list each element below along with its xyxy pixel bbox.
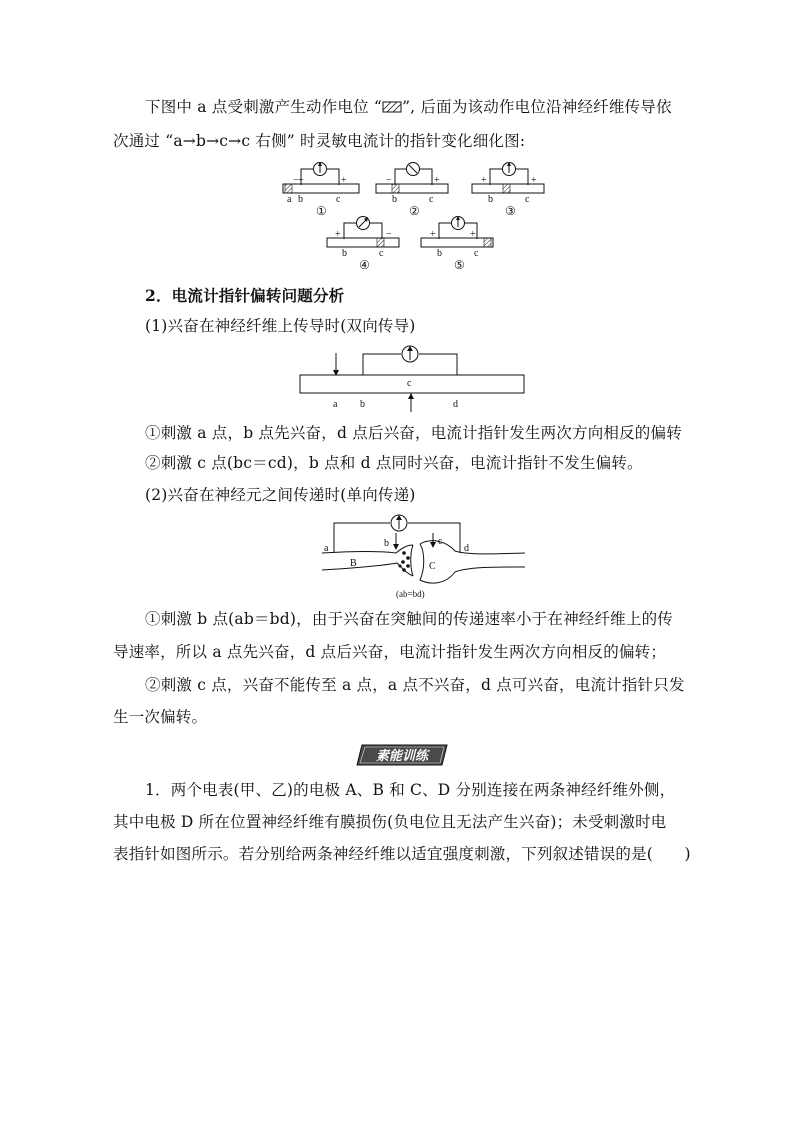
vesicle-icon (406, 564, 410, 568)
fig2-label-c: c (407, 378, 412, 389)
vesicle-icon (399, 565, 402, 568)
fig3-label-d: d (464, 543, 469, 554)
panel-1-plus-label: + (298, 175, 304, 186)
fig2-label-a: a (333, 399, 338, 410)
panel-5-number: ⑤ (454, 258, 465, 272)
fig3-caption: (ab=bd) (396, 589, 425, 599)
panel-4-plus-label: + (335, 229, 341, 240)
fig3-label-a: a (324, 543, 329, 554)
panel-1-number: ① (316, 204, 327, 218)
panel-3-label-c: c (525, 194, 530, 205)
panel-5-plus-label: + (430, 229, 436, 240)
intro-line-2: 次通过 “a→b→c→c 右侧” 时灵敏电流计的指针变化细化图: (113, 132, 526, 150)
galvanometer-sequence-figure (0, 0, 794, 290)
panel-2 (376, 163, 448, 219)
synapse-figure (0, 508, 794, 608)
subsection-1-heading: (1)兴奋在神经纤维上传导时(双向传导) (145, 317, 416, 335)
paragraph-4-line-2: 生一次偏转。 (113, 708, 208, 726)
fig3-label-b: b (384, 538, 389, 549)
skill-training-badge-label: 素能训练 (375, 748, 429, 763)
panel-3-plus-label-right: + (531, 175, 537, 186)
panel-3-label-b: b (488, 194, 493, 205)
skill-training-badge (356, 744, 448, 766)
panel-4-minus-label: − (386, 229, 392, 240)
panel-5 (421, 216, 493, 272)
panel-5-label-c: c (474, 248, 479, 259)
vesicle-icon (406, 556, 410, 560)
panel-1 (283, 162, 359, 218)
panel-3-number: ③ (505, 204, 516, 218)
panel-3-plus-label: + (481, 175, 487, 186)
question-line-2: 其中电极 D 所在位置神经纤维有膜损伤(负电位且无法产生兴奋)；未受刺激时电 (113, 813, 667, 831)
paragraph-3-line-2: 导速率，所以 a 点先兴奋，d 点后兴奋，电流计指针发生两次方向相反的偏转； (113, 643, 667, 661)
question-line-1: 1．两个电表(甲、乙)的电极 A、B 和 C、D 分别连接在两条神经纤维外侧， (145, 781, 676, 799)
panel-5-plus-label-right: + (470, 229, 476, 240)
panel-2-label-b: b (392, 194, 397, 205)
fig3-label-B: B (350, 558, 357, 569)
question-line-3: 表指针如图所示。若分别给两条神经纤维以适宜强度刺激，下列叙述错误的是( ) (113, 845, 691, 863)
vesicle-icon (401, 560, 405, 564)
panel-2-minus-label: − (386, 175, 392, 186)
paragraph-1: ①刺激 a 点，b 点先兴奋，d 点后兴奋，电流计指针发生两次方向相反的偏转 (145, 424, 682, 442)
section-2-heading: 2．电流计指针偏转问题分析 (145, 286, 345, 305)
panel-1-label-c: c (336, 194, 341, 205)
panel-2-plus-label: + (434, 175, 440, 186)
paragraph-3-line-1: ①刺激 b 点(ab＝bd)，由于兴奋在突触间的传递速率小于在神经纤维上的传 (145, 610, 673, 628)
fig2-label-d: d (453, 399, 458, 410)
panel-1-minus-label: − (293, 175, 299, 186)
panel-2-number: ② (409, 204, 420, 218)
panel-4-label-c: c (379, 248, 384, 259)
panel-4 (327, 217, 399, 273)
panel-2-label-c: c (429, 194, 434, 205)
vesicle-icon (402, 568, 406, 572)
panel-5-label-b: b (437, 248, 442, 259)
fig3-label-C: C (429, 561, 436, 572)
panel-4-label-b: b (342, 248, 347, 259)
panel-1-plus-label-right: + (341, 175, 347, 186)
intro-line-1-part-a: 下图中 a 点受刺激产生动作电位 “ (145, 98, 383, 116)
panel-1-label-a: a (287, 194, 292, 205)
subsection-2-heading: (2)兴奋在神经元之间传递时(单向传递) (145, 486, 416, 504)
fig3-label-c: c (438, 536, 443, 547)
panel-4-number: ④ (359, 258, 370, 272)
fig2-label-b: b (360, 399, 365, 410)
intro-line-1-part-b: ”, 后面为该动作电位沿神经纤维传导依 (402, 98, 672, 116)
panel-3 (472, 162, 544, 218)
paragraph-2: ②刺激 c 点(bc＝cd)，b 点和 d 点同时兴奋，电流计指针不发生偏转。 (145, 454, 643, 472)
paragraph-4-line-1: ②刺激 c 点，兴奋不能传至 a 点，a 点不兴奋，d 点可兴奋，电流计指针只发 (145, 676, 685, 694)
panel-1-label-b: b (298, 194, 303, 205)
vesicle-icon (402, 551, 406, 555)
